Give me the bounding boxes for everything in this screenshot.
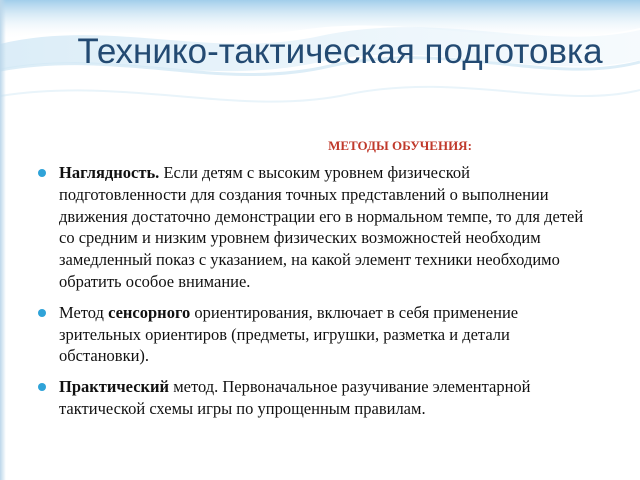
- list-item-sensory-method: [38, 302, 598, 367]
- item-lead: Метод: [59, 302, 109, 322]
- item-text: ориентирования, включает в себя применение зрительных ориентиров (предметы, игрушки, разметка и детали обстановки).: [59, 302, 519, 366]
- list-item-visualization: [38, 162, 598, 293]
- left-edge-decoration: [0, 0, 6, 480]
- content-list: [38, 162, 598, 429]
- item-text: метод. Первоначальное разучивание элементарной тактической схемы игры по упрощенным правилам.: [59, 377, 531, 418]
- bullet-icon: [38, 383, 46, 391]
- item-emphasis: сенсорного: [108, 302, 191, 322]
- slide-subtitle: МЕТОДЫ ОБУЧЕНИЯ:: [328, 138, 472, 153]
- item-emphasis: Практический: [59, 377, 170, 397]
- list-item-practical-method: [38, 376, 598, 420]
- item-emphasis: Наглядность.: [59, 163, 160, 182]
- wave-decoration: [0, 0, 640, 150]
- bullet-icon: [38, 309, 46, 317]
- slide-title: Технико-тактическая подготовка: [77, 32, 603, 71]
- item-text: Если детям с высоким уровнем физической подготовленности для создания точных представлений о выполнении движения достаточно демонстрации его в нормальном темпе, то для детей со средним и низким уровнем физических возможностей необходим замедленный показ с указанием, на какой элемент техники необходимо обратить особое внимание.: [59, 163, 584, 291]
- bullet-icon: [38, 169, 46, 177]
